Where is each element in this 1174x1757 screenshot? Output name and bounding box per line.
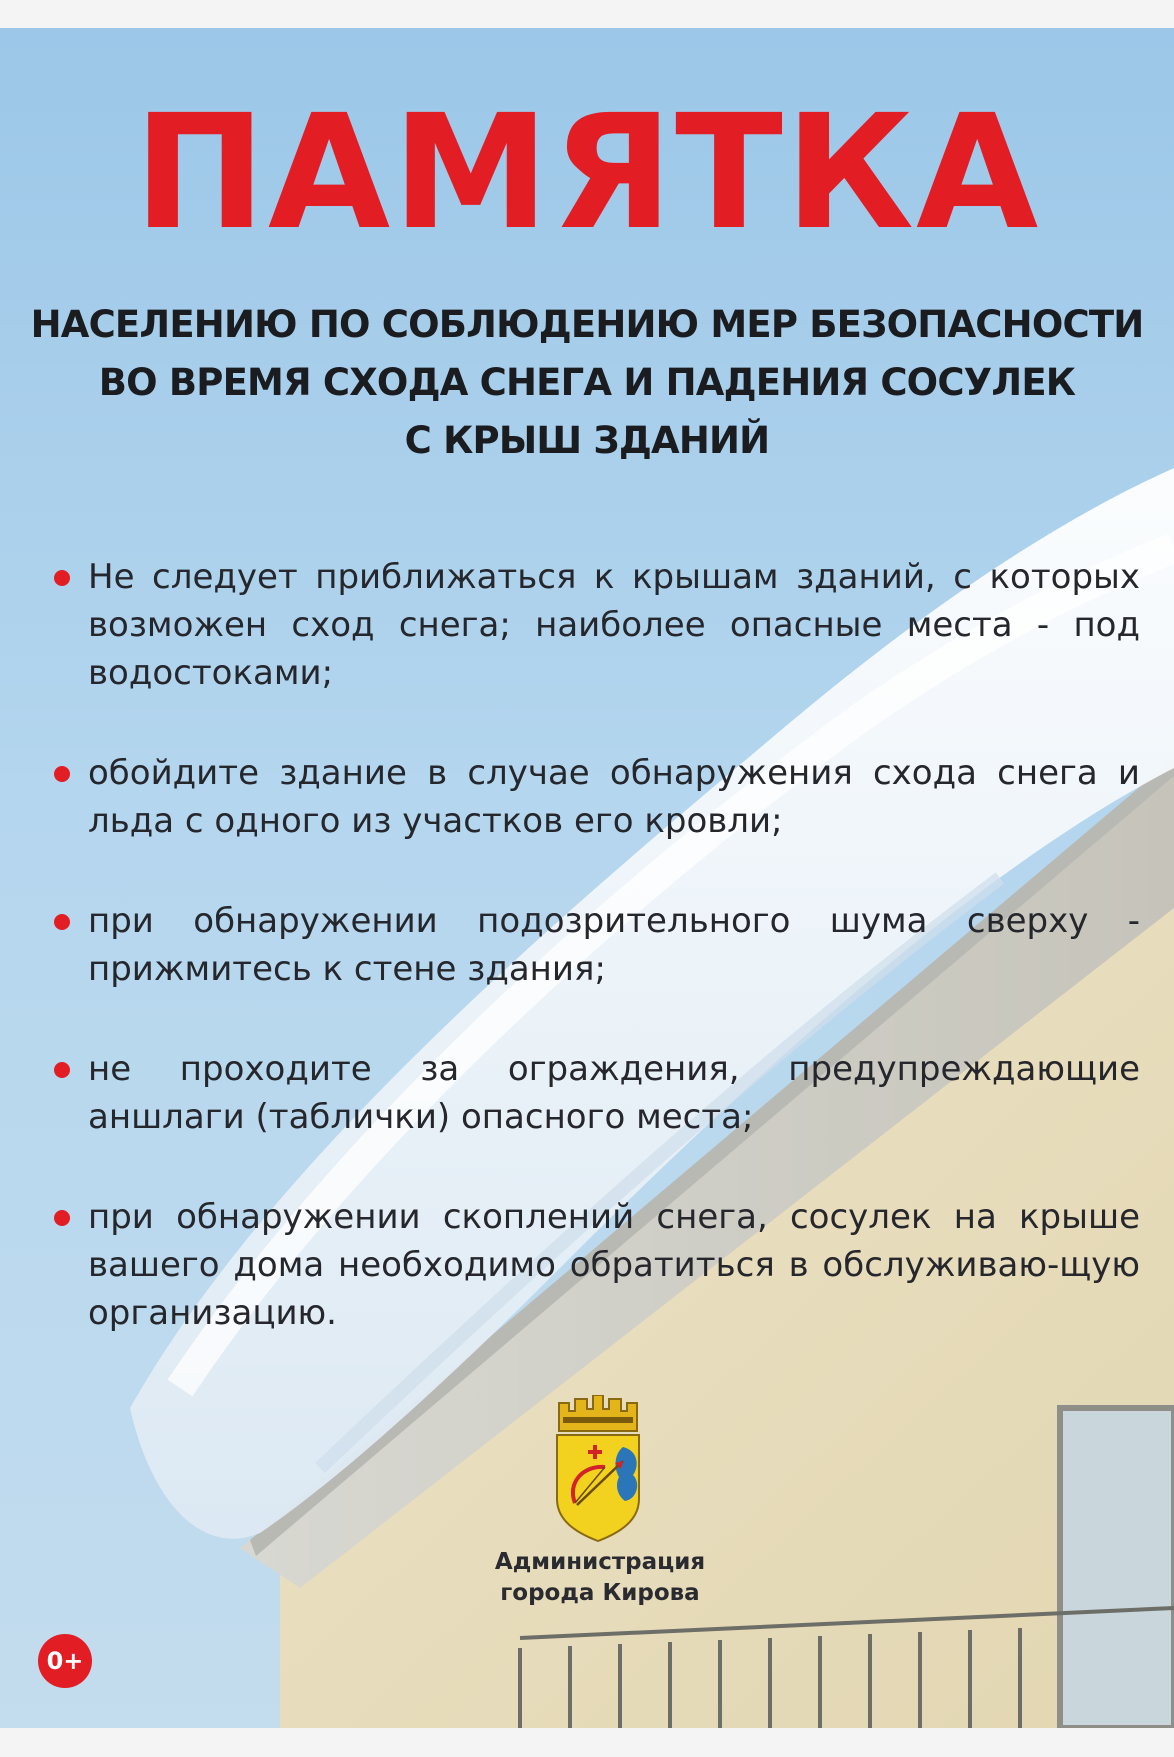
tip-text: Не следует приближаться к крышам зданий, с которых возможен сход снега; наиболее опасные места - под водостоками; (88, 557, 1140, 693)
safety-tip (50, 1193, 1140, 1337)
subtitle-line: С КРЫШ ЗДАНИЙ (404, 419, 770, 462)
red-dot-icon (54, 1062, 70, 1078)
red-dot-icon (54, 766, 70, 782)
tip-text: при обнаружении подозрительного шума сверху - прижмитесь к стене здания; (88, 901, 1140, 989)
red-dot-icon (54, 570, 70, 586)
tip-text: при обнаружении скоплений снега, сосулек на крыше вашего дома необходимо обратиться в обслуживаю-щую организацию. (88, 1197, 1140, 1333)
safety-tip (50, 749, 1140, 845)
red-dot-icon (54, 914, 70, 930)
poster-title: ПАМЯТКА (133, 81, 1041, 265)
age-rating-badge: 0+ (38, 1634, 92, 1688)
red-dot-icon (54, 1210, 70, 1226)
poster-subtitle (0, 296, 1174, 470)
safety-poster (0, 28, 1174, 1728)
tip-text: обойдите здание в случае обнаружения схода снега и льда с одного из участков его кровли; (88, 753, 1140, 841)
safety-tip (50, 897, 1140, 993)
subtitle-line: ВО ВРЕМЯ СХОДА СНЕГА И ПАДЕНИЯ СОСУЛЕК (98, 361, 1076, 404)
kirov-coat-of-arms-icon (553, 1395, 643, 1545)
tip-text: не проходите за ограждения, предупреждающие аншлаги (таблички) опасного места; (88, 1049, 1140, 1137)
admin-line: города Кирова (500, 1580, 700, 1606)
safety-tips-list (50, 553, 1140, 1389)
admin-line: Администрация (494, 1549, 706, 1575)
administration-label (440, 1547, 760, 1609)
safety-tip (50, 553, 1140, 697)
subtitle-line: НАСЕЛЕНИЮ ПО СОБЛЮДЕНИЮ МЕР БЕЗОПАСНОСТИ (30, 303, 1144, 346)
safety-tip (50, 1045, 1140, 1141)
